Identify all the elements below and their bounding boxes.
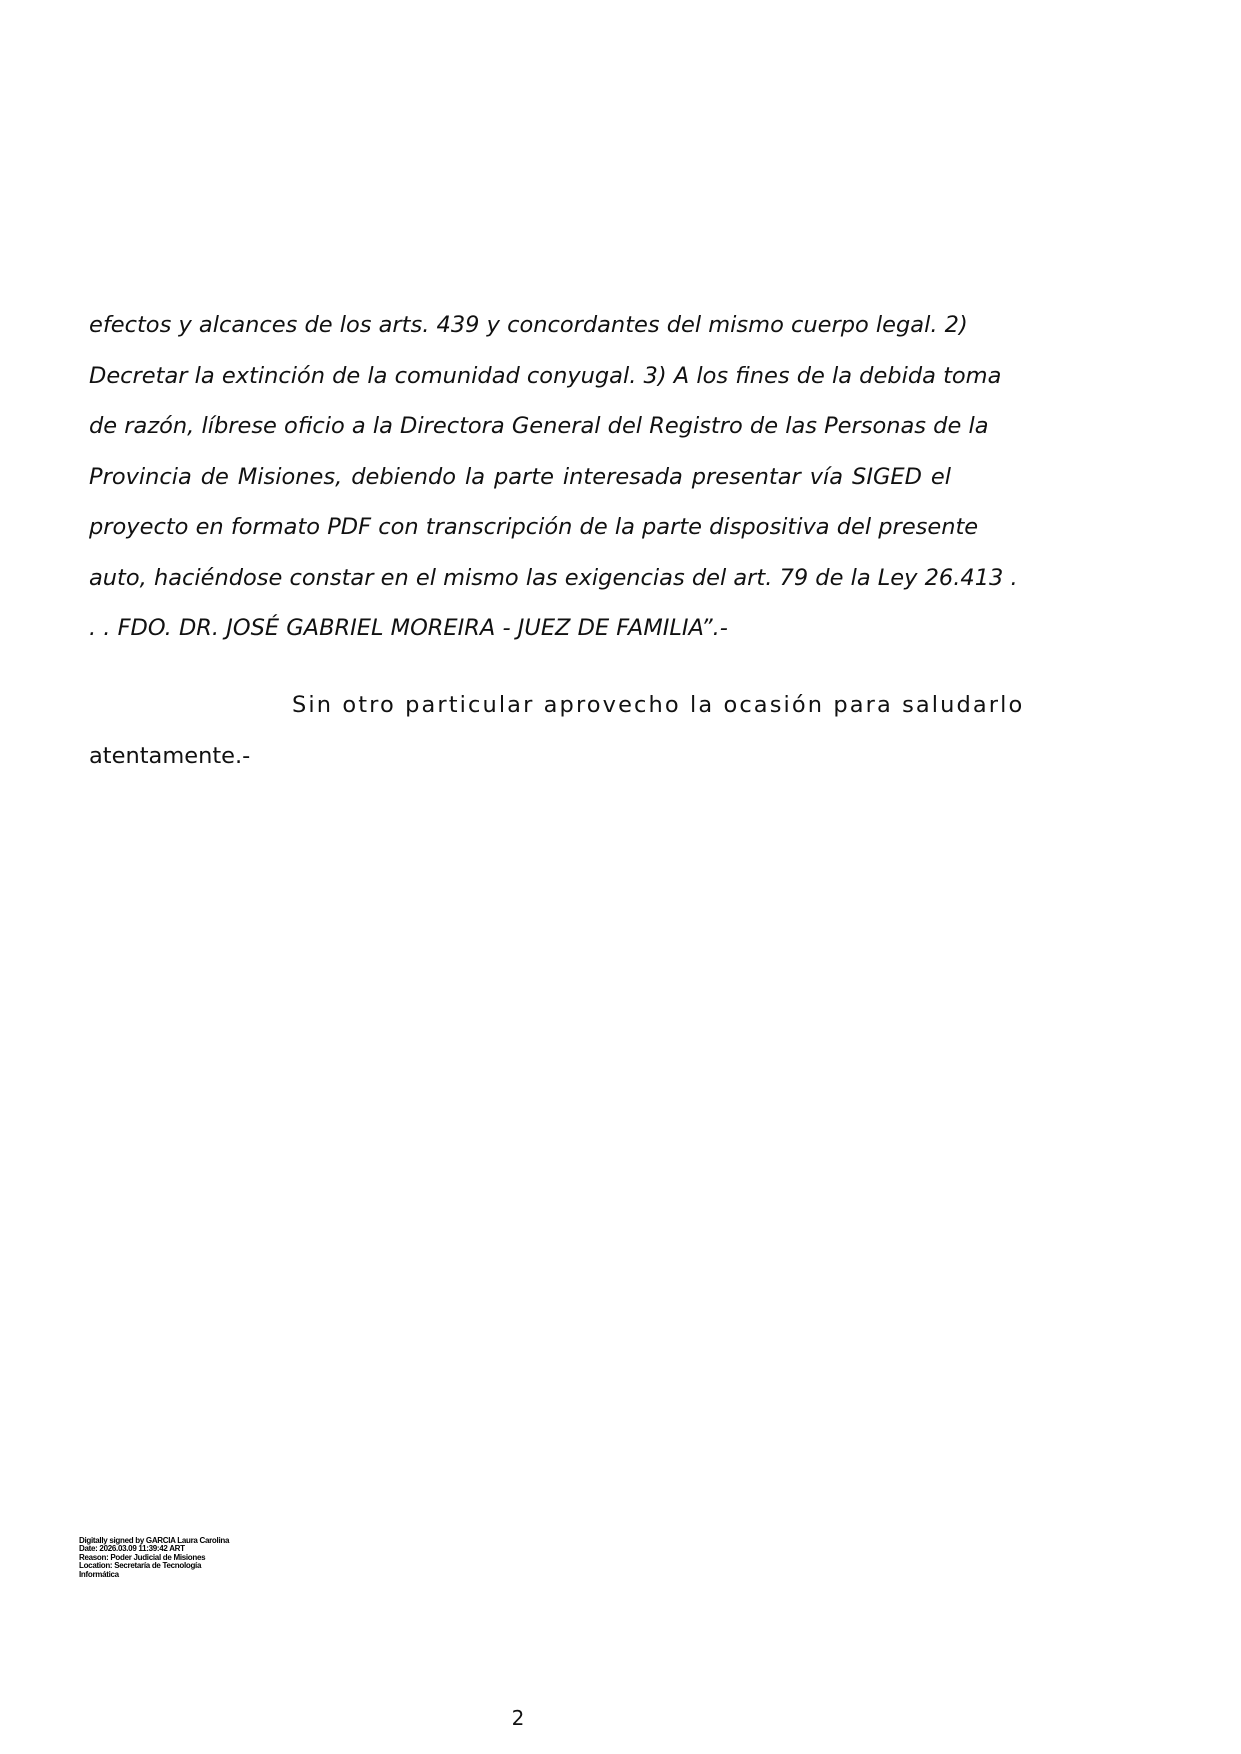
body-line: efectos y alcances de los arts. 439 y concordantes del mismo cuerpo legal. 2)	[89, 312, 968, 338]
signature-date: Date: 2026.03.09 11:39:42 ART	[79, 1544, 185, 1554]
signature-location: Location: Secretaría de Tecnología	[79, 1561, 202, 1571]
signature-signer: Digitally signed by GARCIA Laura Carolina	[79, 1536, 230, 1545]
signature-reason: Reason: Poder Judicial de Misiones	[79, 1552, 206, 1562]
body-line: proyecto en formato PDF con transcripción de la parte dispositiva del presente	[89, 514, 979, 540]
body-line-signature-reference: . . FDO. DR. JOSÉ GABRIEL MOREIRA - JUEZ DE FAMILIA”.-	[89, 615, 728, 641]
digital-signature-stamp	[79, 1537, 279, 1579]
body-paragraph	[89, 300, 1018, 654]
closing-line: Sin otro particular aprovecho la ocasión para saludarlo	[292, 692, 1025, 718]
body-line: de razón, líbrese oficio a la Directora General del Registro de las Personas de la	[89, 413, 989, 439]
body-line: Decretar la extinción de la comunidad conyugal. 3) A los fines de la debida toma	[89, 362, 1002, 389]
closing-line: atentamente.-	[89, 742, 251, 769]
page-number: 2	[511, 1706, 525, 1730]
body-line: auto, haciéndose constar en el mismo las exigencias del art. 79 de la Ley 26.413 .	[89, 564, 1018, 591]
body-line: Provincia de Misiones, debiendo la parte interesada presentar vía SIGED el	[89, 463, 951, 490]
closing-paragraph	[89, 680, 1025, 781]
signature-location-cont: Informática	[79, 1569, 119, 1579]
